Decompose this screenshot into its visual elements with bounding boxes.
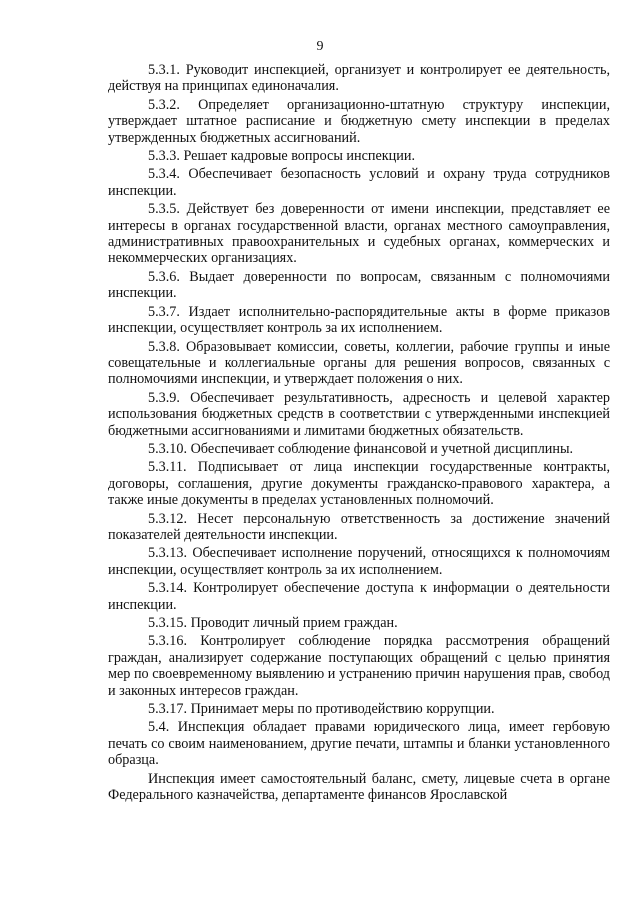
document-body <box>108 62 610 805</box>
paragraph-5-3-7: 5.3.7. Издает исполнительно-распорядительные акты в форме приказов инспекции, осуществляет контроль за их исполнением. <box>108 303 610 337</box>
paragraph-5-3-1: 5.3.1. Руководит инспекцией, организует и контролирует ее деятельность, действуя на принципах единоначалия. <box>108 62 610 95</box>
paragraph-5-3-8: 5.3.8. Образовывает комиссии, советы, коллегии, рабочие группы и иные совещательные и коллегиальные органы для решения вопросов, связанных с полномочиями инспекции, и утверждает положения о них. <box>108 338 610 388</box>
paragraph-5-3-9: 5.3.9. Обеспечивает результативность, адресность и целевой характер использования бюджетных средств в соответствии с утвержденными инспекцией бюджетными ассигнованиями и лимитами бюджетных обязательств. <box>108 389 610 439</box>
paragraph-5-3-10: 5.3.10. Обеспечивает соблюдение финансовой и учетной дисциплины. <box>148 440 574 457</box>
paragraph-5-3-12: 5.3.12. Несет персональную ответственность за достижение значений показателей деятельности инспекции. <box>108 510 610 543</box>
paragraph-5-3-5: 5.3.5. Действует без доверенности от имени инспекции, представляет ее интересы в органах государственной власти, органах местного самоуправления, административных правоохранительных и судебных органах, коммерческих и некоммерческих организациях. <box>108 201 610 267</box>
paragraph-5-3-3: 5.3.3. Решает кадровые вопросы инспекции. <box>148 148 415 165</box>
paragraph-5-3-2: 5.3.2. Определяет организационно-штатную структуру инспекции, утверждает штатное расписание и бюджетную смету инспекции в пределах утвержденных бюджетных ассигнований. <box>108 96 610 146</box>
paragraph-5-3-6: 5.3.6. Выдает доверенности по вопросам, связанным с полномочиями инспекции. <box>108 268 610 302</box>
paragraph-balance: Инспекция имеет самостоятельный баланс, смету, лицевые счета в органе Федерального казначейства, департаменте финансов Ярославской <box>108 770 610 804</box>
paragraph-5-3-4: 5.3.4. Обеспечивает безопасность условий и охрану труда сотрудников инспекции. <box>108 166 610 199</box>
paragraph-5-3-11: 5.3.11. Подписывает от лица инспекции государственные контракты, договоры, соглашения, другие документы гражданско-правового характера, а также иные документы в пределах установленных полномочий. <box>108 459 610 509</box>
paragraph-5-4: 5.4. Инспекция обладает правами юридического лица, имеет гербовую печать со своим наименованием, другие печати, штампы и бланки установленного образца. <box>108 719 610 769</box>
paragraph-5-3-16: 5.3.16. Контролирует соблюдение порядка рассмотрения обращений граждан, анализирует содержание поступающих обращений с целью принятия мер по своевременному выявлению и устранению причин нарушения прав, свобод и законных интересов граждан. <box>108 633 610 699</box>
paragraph-5-3-17: 5.3.17. Принимает меры по противодействию коррупции. <box>148 701 495 718</box>
paragraph-5-3-13: 5.3.13. Обеспечивает исполнение поручений, относящихся к полномочиям инспекции, осуществляет контроль за их исполнением. <box>108 545 610 578</box>
paragraph-5-3-14: 5.3.14. Контролирует обеспечение доступа к информации о деятельности инспекции. <box>108 580 610 613</box>
paragraph-5-3-15: 5.3.15. Проводит личный прием граждан. <box>148 615 398 631</box>
page-number: 9 <box>316 39 324 54</box>
